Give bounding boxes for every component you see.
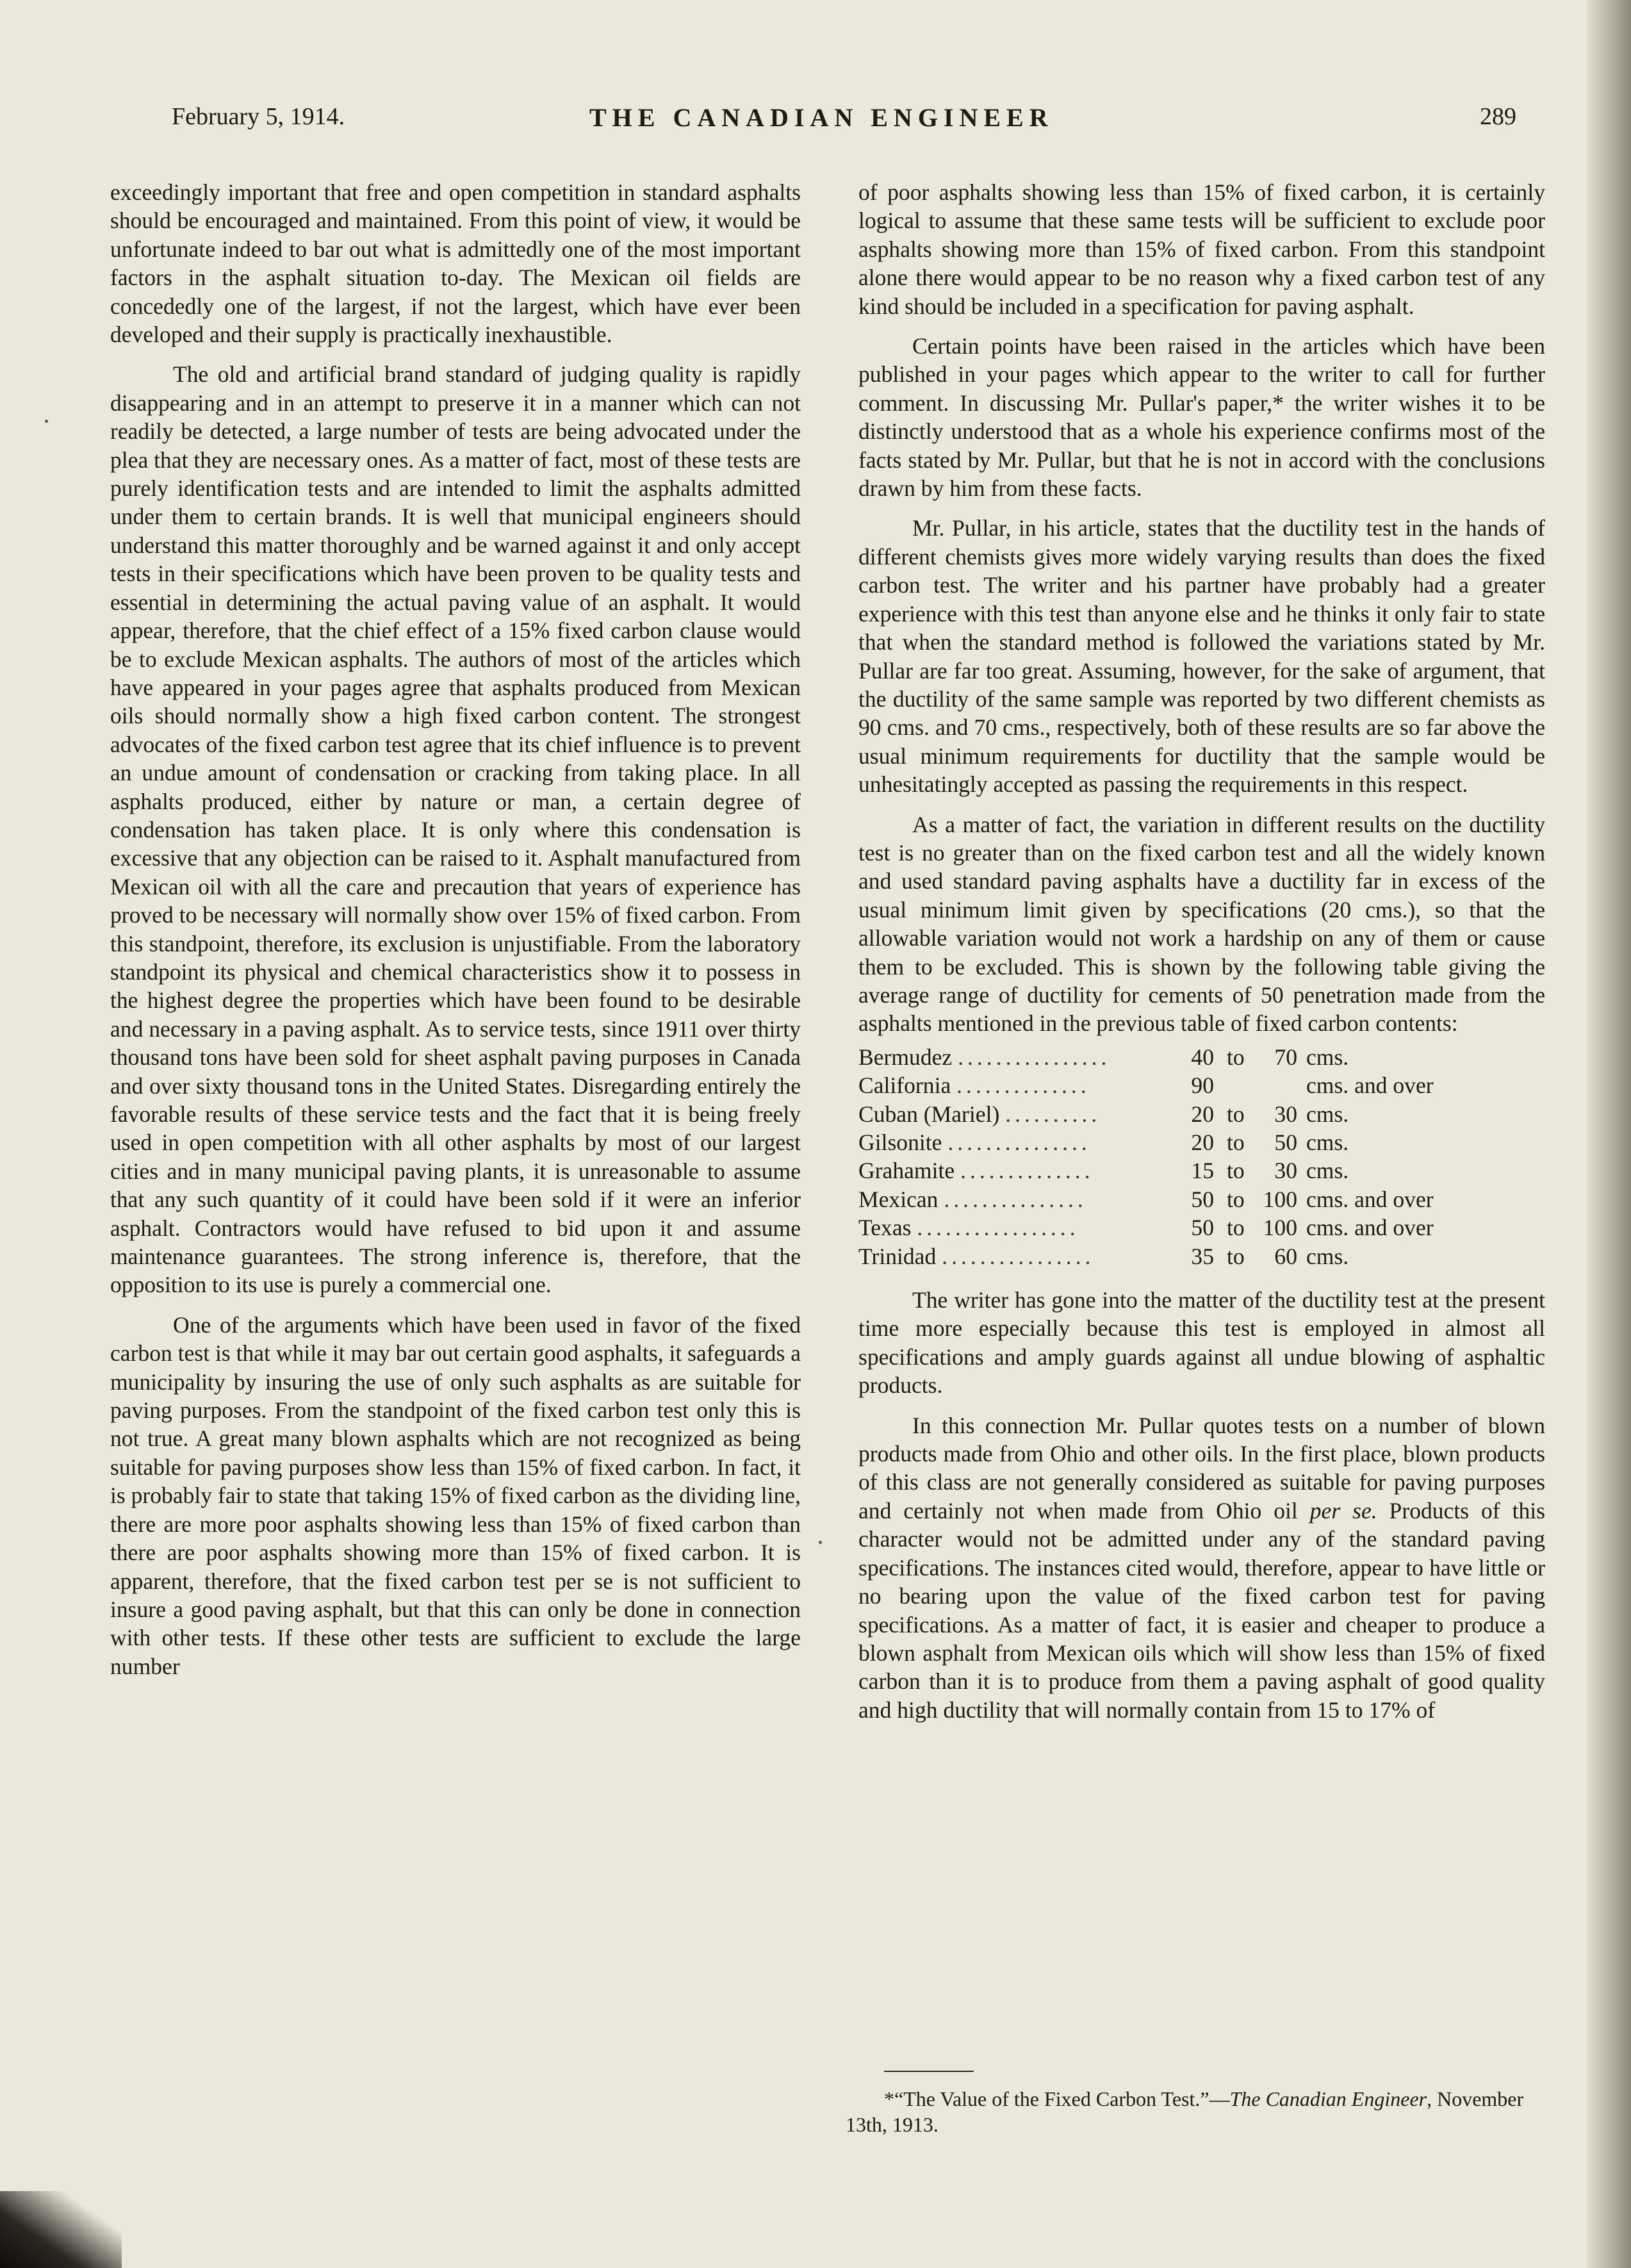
- ductility-low-cell: 20: [1191, 1101, 1214, 1127]
- ductility-unit-cell: cms.: [1306, 1130, 1349, 1155]
- ductility-unit-cell: cms.: [1306, 1158, 1349, 1184]
- leader-dots: ...............: [944, 1186, 1087, 1212]
- ductility-high-cell: 30: [1274, 1101, 1297, 1127]
- ductility-to-cell: [1227, 1071, 1259, 1099]
- right-paragraph-3: Mr. Pullar, in his article, states that the ductility test in the hands of different chemists gives more widely varying results than does the fixed carbon test. The writer and his partner have probably had a greater experience with this test than anyone else and he thinks it only fair to state that when the standard method is followed the variations stated by Mr. Pullar are far too great. Assuming, however, for the sake of argument, that the ductility of the same sample was reported by two different chemists as 90 cms. and 70 cms., respectively, both of these results are so far above the usual minimum requirements for ductility that the sample would be unhesitatingly accepted as passing the requirements in this respect.: [858, 515, 1545, 798]
- ductility-high-cell: 50: [1274, 1130, 1297, 1155]
- asphalt-name: California: [858, 1072, 951, 1099]
- leader-dots: ...............: [947, 1130, 1091, 1155]
- scan-corner-shadow: [0, 2191, 122, 2268]
- ductility-unit-cell: cms. and over: [1306, 1072, 1434, 1099]
- ductility-low-cell: 20: [1191, 1130, 1214, 1155]
- ductility-row: [858, 1128, 1434, 1156]
- ductility-table: [858, 1043, 1434, 1270]
- footnote-rule: [884, 2071, 974, 2072]
- asphalt-name: Cuban (Mariel): [858, 1101, 1000, 1127]
- ductility-high-cell: [1259, 1071, 1306, 1099]
- ductility-low-cell: 35: [1191, 1243, 1214, 1269]
- footnote-source: The Canadian Engineer: [1229, 2087, 1427, 2110]
- ductility-unit-cell: cms.: [1306, 1101, 1349, 1127]
- ductility-row: [858, 1213, 1434, 1242]
- page-number: 289: [1480, 103, 1516, 130]
- ductility-low-cell: 50: [1191, 1186, 1214, 1212]
- ductility-high-cell: 70: [1274, 1044, 1297, 1070]
- ductility-high-cell: 100: [1263, 1186, 1297, 1212]
- leader-dots: ..............: [956, 1072, 1090, 1099]
- right-column: [858, 178, 1545, 1724]
- ductility-to-cell: to: [1227, 1158, 1245, 1184]
- asphalt-name: Trinidad: [858, 1243, 937, 1269]
- p6-italic: per se.: [1309, 1497, 1377, 1524]
- ductility-row: [858, 1071, 1434, 1099]
- asphalt-name: Mexican: [858, 1186, 938, 1212]
- ductility-to-cell: to: [1227, 1215, 1245, 1241]
- asphalt-name-cell: [858, 1185, 1176, 1213]
- leader-dots: ................: [942, 1243, 1095, 1269]
- left-paragraph-2: The old and artificial brand standard of judging quality is rapidly disappearing and in an attempt to preserve it in a manner which can not readily be detected, a large number of tests are being advocated under the plea that they are necessary ones. As a matter of fact, most of these tests are purely identification tests and are intended to limit the asphalts admitted under them to certain brands. It is well that municipal engineers should understand this matter thoroughly and be warned against it and only accept tests in their specifications which have been proven to be quality tests and essential in determining the actual paving value of an asphalt. It would appear, therefore, that the chief effect of a 15% fixed carbon clause would be to exclude Mexican asphalts. The authors of most of the articles which have appeared in your pages agree that asphalts produced from Mexican oils should normally show a high fixed carbon content. The strongest advocates of the fixed carbon test agree that its chief influence is to prevent an undue amount of condensation or cracking from taking place. In all asphalts produced, either by nature or man, a certain degree of condensation has taken place. It is only where this condensation is excessive that any objection can be raised to it. Asphalt manufactured from Mexican oil with all the care and precaution that years of experience has proved to be necessary will normally show over 15% of fixed carbon. From this standpoint, therefore, its exclusion is unjustifiable. From the laboratory standpoint its physical and chemical characteristics show it to possess in the highest degree the properties which have been found to be desirable and necessary in a paving asphalt. As to service tests, since 1911 over thirty thousand tons have been sold for sheet asphalt paving purposes in Canada and over sixty thousand tons in the United States. Disregarding entirely the favorable results of these service tests and the fact that it is being freely used in open competition with all other asphalts by most of our largest cities and in many municipal paving plants, it is unreasonable to assume that any such quantity of it could have been sold if it were an inferior asphalt. Contractors would have refused to bid upon it and assume maintenance guarantees. The strong inference is, therefore, that the opposition to its use is purely a commercial one.: [110, 361, 801, 1298]
- header-date: February 5, 1914.: [172, 103, 345, 130]
- footnote-date: , November 13th, 1913.: [846, 2087, 1524, 2136]
- asphalt-name: Texas: [858, 1215, 912, 1241]
- asphalt-name-cell: [858, 1100, 1176, 1128]
- ductility-unit-cell: cms.: [1306, 1044, 1349, 1070]
- asphalt-name-cell: [858, 1071, 1176, 1099]
- ductility-low-cell: 40: [1191, 1044, 1214, 1070]
- ductility-to-cell: to: [1227, 1044, 1245, 1070]
- scan-speck: [45, 420, 48, 423]
- p6-text-b: Products of this character would not be admitted under any of the standard paving specifications. The instances cited would, therefore, appear to have little or no bearing upon the value of the fixed carbon test for paving specifications. As a matter of fact, it is easier and cheaper to produce a blown asphalt from Mexican oils which will show less than 15% of fixed carbon than it is to produce from them a paving asphalt of good quality and high ductility that will normally contain from 15 to 17% of: [858, 1497, 1545, 1723]
- right-paragraph-1: of poor asphalts showing less than 15% of fixed carbon, it is certainly logical to assume that these same tests will be sufficient to exclude poor asphalts showing more than 15% of fixed carbon. From this standpoint alone there would appear to be no reason why a fixed carbon test of any kind should be included in a specification for paving asphalt.: [858, 179, 1545, 319]
- right-paragraph-2: Certain points have been raised in the articles which have been published in your pages which appear to the writer to call for further comment. In discussing Mr. Pullar's paper,* the writer wishes it to be distinctly understood that as a whole his experience confirms most of the facts stated by Mr. Pullar, but that he is not in accord with the conclusions drawn by him from these facts.: [858, 333, 1545, 502]
- ductility-low-cell: 90: [1191, 1072, 1214, 1099]
- ductility-high-cell: 100: [1263, 1215, 1297, 1241]
- footnote-text: *“The Value of the Fixed Carbon Test.”—: [884, 2087, 1230, 2110]
- ductility-row: [858, 1242, 1434, 1270]
- ductility-row: [858, 1100, 1434, 1128]
- ductility-low-cell: 15: [1191, 1158, 1214, 1184]
- ductility-unit-cell: cms. and over: [1306, 1215, 1434, 1241]
- leader-dots: ..............: [960, 1158, 1094, 1184]
- p6-text-a: In this connection Mr. Pullar quotes tests on a number of blown products made from Ohio and other oils. In the first place, blown products of this class are not generally considered as suitable for paving purposes and certainly not when made from Ohio oil: [858, 1412, 1545, 1524]
- ductility-to-cell: to: [1227, 1186, 1245, 1212]
- right-paragraph-4: As a matter of fact, the variation in different results on the ductility test is no greater than on the fixed carbon test and all the widely known and used standard paving asphalts have a ductility far in excess of the usual minimum limit given by specifications (20 cms.), so that the allowable variation would not work a hardship on any of them or cause them to be excluded. This is shown by the following table giving the average range of ductility for cements of 50 penetration made from the asphalts mentioned in the previous table of fixed carbon contents:: [858, 811, 1545, 1037]
- ductility-row: [858, 1156, 1434, 1185]
- asphalt-name-cell: [858, 1242, 1176, 1270]
- scan-speck: [819, 1541, 822, 1544]
- page-edge-shadow: [1586, 0, 1631, 2268]
- asphalt-name-cell: [858, 1213, 1176, 1242]
- asphalt-name-cell: [858, 1156, 1176, 1185]
- leader-dots: ................: [958, 1044, 1111, 1070]
- ductility-unit-cell: cms.: [1306, 1243, 1349, 1269]
- right-paragraph-5: The writer has gone into the matter of the ductility test at the present time more especially because this test is employed in almost all specifications and amply guards against all undue blowing of asphaltic products.: [858, 1287, 1545, 1399]
- left-column: [110, 178, 801, 1680]
- header-title: THE CANADIAN ENGINEER: [589, 103, 1054, 132]
- ductility-unit-cell: cms. and over: [1306, 1186, 1434, 1212]
- asphalt-name-cell: [858, 1128, 1176, 1156]
- asphalt-name: Bermudez: [858, 1044, 953, 1070]
- ductility-high-cell: 30: [1274, 1158, 1297, 1184]
- right-paragraph-6: [858, 1411, 1545, 1724]
- ductility-to-cell: to: [1227, 1130, 1245, 1155]
- ductility-low-cell: 50: [1191, 1215, 1214, 1241]
- footnote: [846, 2086, 1537, 2137]
- left-paragraph-3-text: One of the arguments which have been used in favor of the fixed carbon test is that while it may bar out certain good asphalts, it safeguards a municipality by insuring the use of only such asphalts as are suitable for paving purposes. From the standpoint of the fixed carbon test only this is not true. A great many blown asphalts which are not recognized as being suitable for paving purposes show less than 15% of fixed carbon. In fact, it is probably fair to state that taking 15% of fixed carbon as the dividing line, there are more poor asphalts showing less than 15% of fixed carbon than there are poor asphalts showing more than 15% of fixed carbon. It is apparent, therefore, that the fixed carbon test per se is not sufficient to insure a good paving asphalt, but that this can only be done in connection with other tests. If these other tests are sufficient to exclude the large number: [110, 1311, 801, 1679]
- ductility-to-cell: to: [1227, 1243, 1245, 1269]
- ductility-row: [858, 1185, 1434, 1213]
- asphalt-name: Gilsonite: [858, 1130, 942, 1155]
- asphalt-name: Grahamite: [858, 1158, 955, 1184]
- leader-dots: ..........: [1005, 1101, 1101, 1127]
- ductility-high-cell: 60: [1274, 1243, 1297, 1269]
- leader-dots: .................: [917, 1215, 1079, 1241]
- ductility-row: [858, 1043, 1434, 1071]
- ductility-to-cell: to: [1227, 1101, 1245, 1127]
- left-paragraph-1: exceedingly important that free and open competition in standard asphalts should be encouraged and maintained. From this point of view, it would be unfortunate indeed to bar out what is admittedly one of the most important factors in the asphalt situation to-day. The Mexican oil fields are concededly one of the largest, if not the largest, which have ever been developed and their supply is practically inexhaustible.: [110, 179, 801, 348]
- left-paragraph-3: [110, 1311, 801, 1680]
- asphalt-name-cell: [858, 1043, 1176, 1071]
